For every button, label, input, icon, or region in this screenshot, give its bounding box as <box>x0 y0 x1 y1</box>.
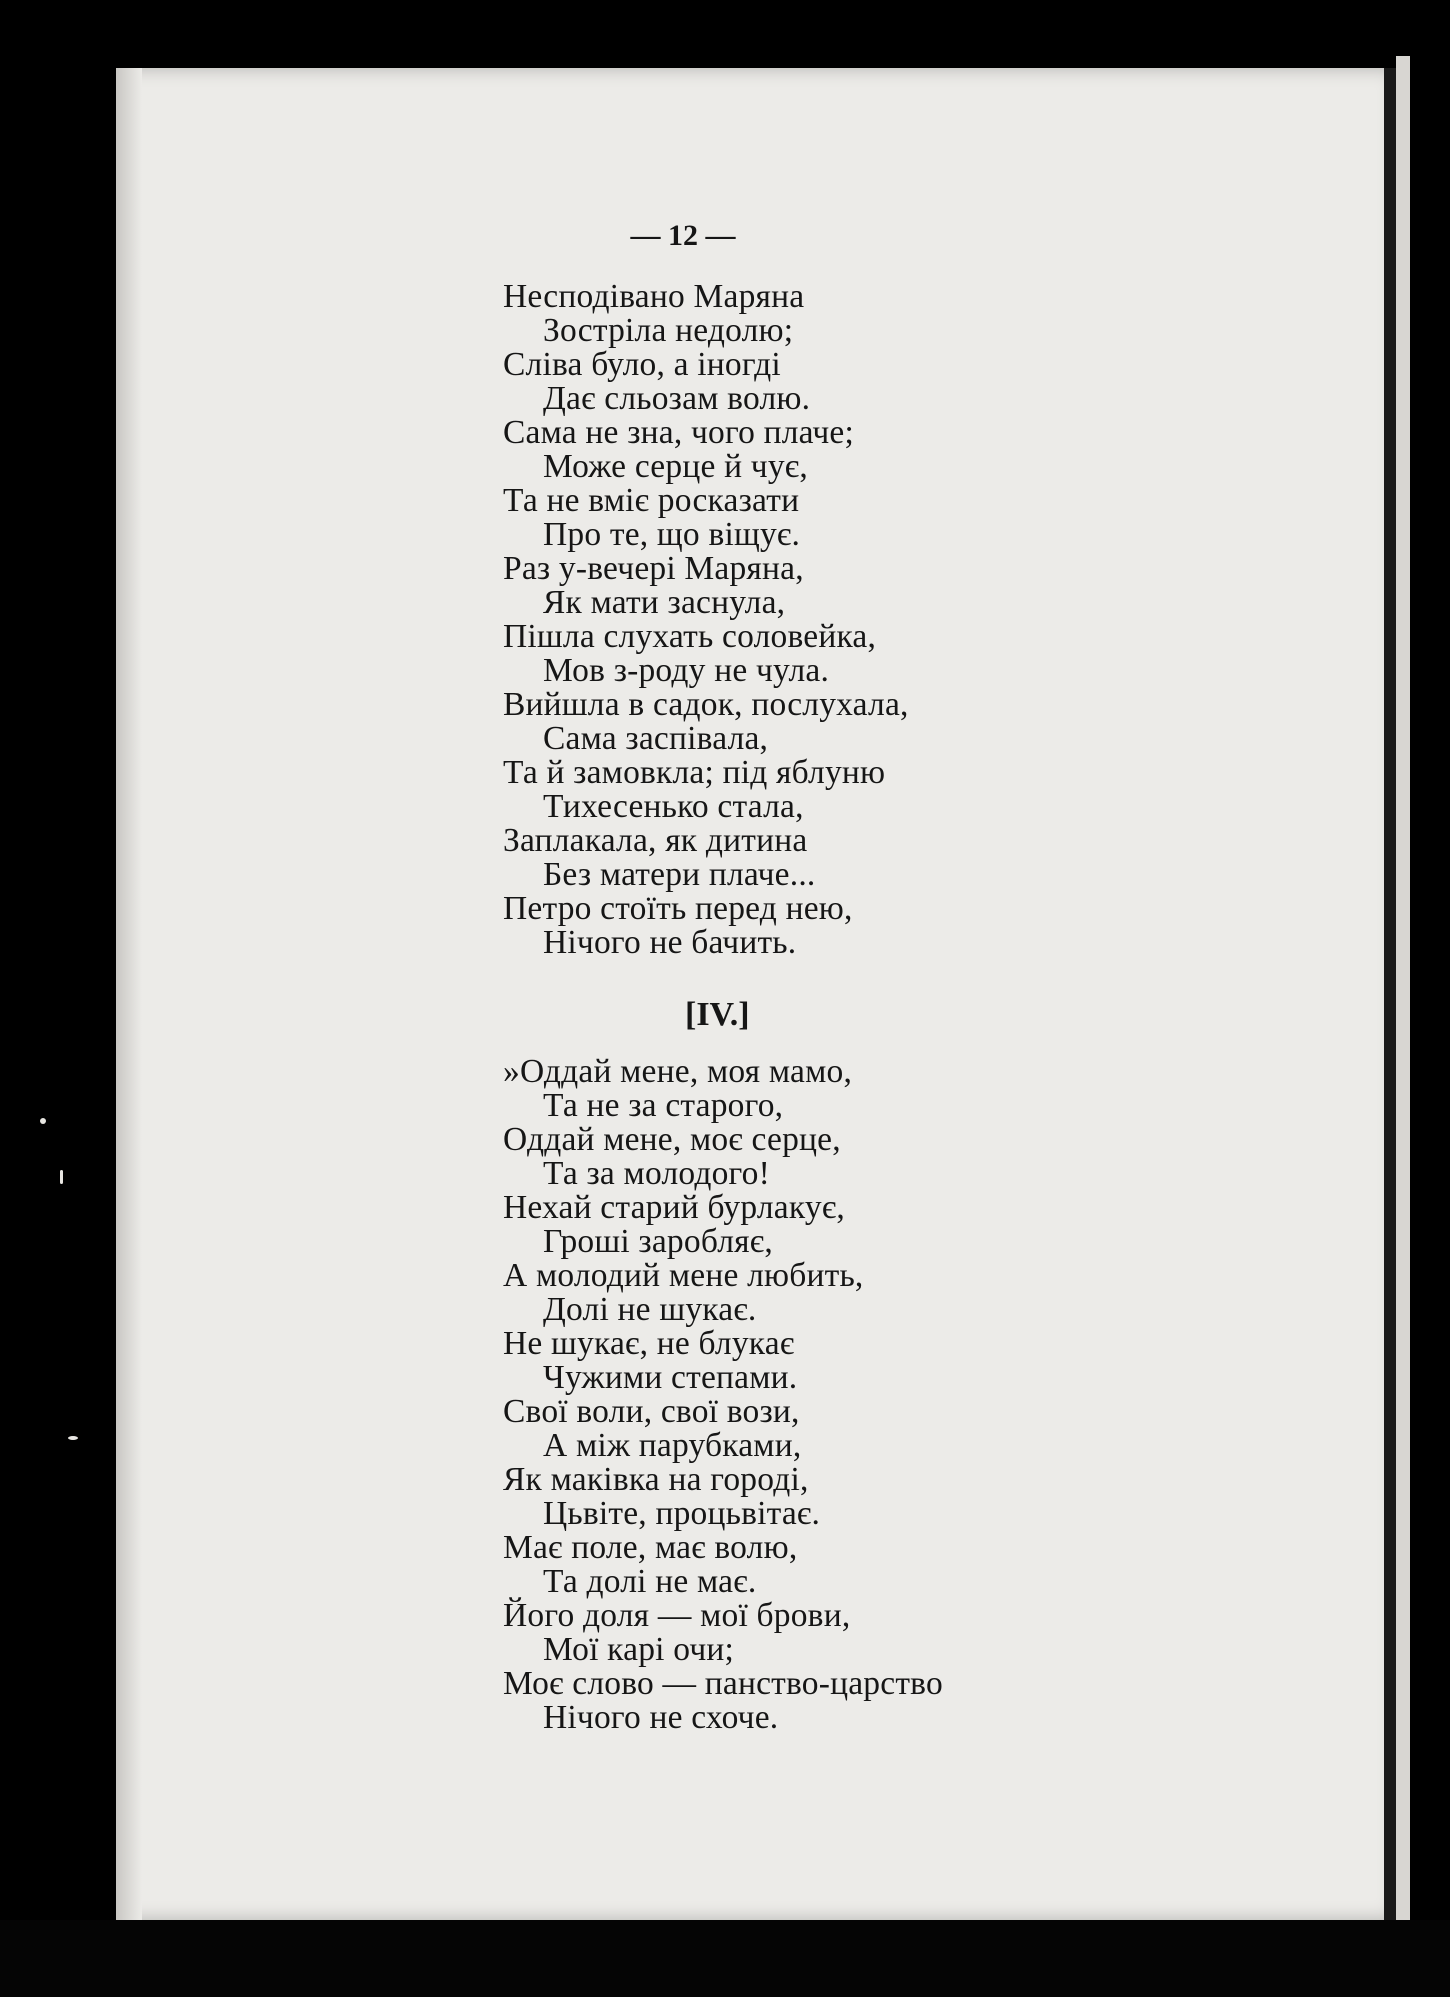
poem-line: Сама заспівала, <box>543 720 769 757</box>
page-edge <box>1396 56 1410 1932</box>
poem-line: Пішла слухать соловейка, <box>503 618 877 655</box>
poem-line: Свої воли, свої вози, <box>503 1393 800 1430</box>
poem-line: Вийшла в садок, послухала, <box>503 686 909 723</box>
poem-line: Та за молодого! <box>543 1155 770 1192</box>
scan-speck <box>68 1436 78 1440</box>
poem-line: Несподівано Маряна <box>503 278 805 315</box>
poem-line: Сліва було, а іногді <box>503 346 781 383</box>
poem-line: Та не за старого, <box>543 1087 784 1124</box>
poem-line: А молодий мене любить, <box>503 1257 864 1294</box>
poem-line: Як маківка на городі, <box>503 1461 809 1498</box>
scan-bottom-border <box>0 1920 1450 1997</box>
poem-line: Нічого не схоче. <box>543 1699 779 1736</box>
scan-speck <box>40 1118 46 1124</box>
page-number: — 12 — <box>630 219 736 252</box>
poem-line: Має поле, має волю, <box>503 1529 798 1566</box>
stanza-one <box>503 280 1063 960</box>
page-gutter-shadow <box>1384 68 1396 1920</box>
poem-line: Заплакала, як дитина <box>503 822 808 859</box>
section-heading: [IV.] <box>685 996 750 1033</box>
poem-line: Нічого не бачить. <box>543 924 797 961</box>
poem-line: Долі не шукає. <box>543 1291 757 1328</box>
poem-line: Зостріла недолю; <box>543 312 794 349</box>
poem-line: Чужими степами. <box>543 1359 798 1396</box>
poem-line: Цьвіте, процьвітає. <box>543 1495 821 1532</box>
poem-line: Гроші заробляє, <box>543 1223 773 1260</box>
poem-line: Про те, що віщує. <box>543 516 801 553</box>
poem-line: Без матери плаче... <box>543 856 816 893</box>
poem-line: Може серце й чує, <box>543 448 808 485</box>
stanza-two <box>503 1055 1063 1735</box>
poem-line: Та не вміє росказати <box>503 482 800 519</box>
poem-line: Та долі не має. <box>543 1563 757 1600</box>
poem-line: Нехай старий бурлакує, <box>503 1189 845 1226</box>
poem-line: Мов з-роду не чула. <box>543 652 830 689</box>
poem-line: Петро стоїть перед нею, <box>503 890 853 927</box>
poem-line: »Оддай мене, моя мамо, <box>503 1053 853 1090</box>
poem-text <box>503 218 1063 1735</box>
poem-line: Раз у-вечері Маряна, <box>503 550 804 587</box>
poem-line: Тихесенько стала, <box>543 788 804 825</box>
poem-line: Сама не зна, чого плаче; <box>503 414 855 451</box>
poem-line: Моє слово — панство-царство <box>503 1665 943 1702</box>
poem-line: А між парубками, <box>543 1427 802 1464</box>
poem-line: Мої карі очи; <box>543 1631 735 1668</box>
poem-line: Його доля — мої брови, <box>503 1597 851 1634</box>
poem-line: Не шукає, не блукає <box>503 1325 795 1362</box>
poem-line: Оддай мене, моє серце, <box>503 1121 841 1158</box>
poem-line: Як мати заснула, <box>543 584 786 621</box>
poem-line: Дає сльозам волю. <box>543 380 811 417</box>
poem-line: Та й замовкла; під яблуню <box>503 754 886 791</box>
scan-speck <box>60 1170 63 1184</box>
